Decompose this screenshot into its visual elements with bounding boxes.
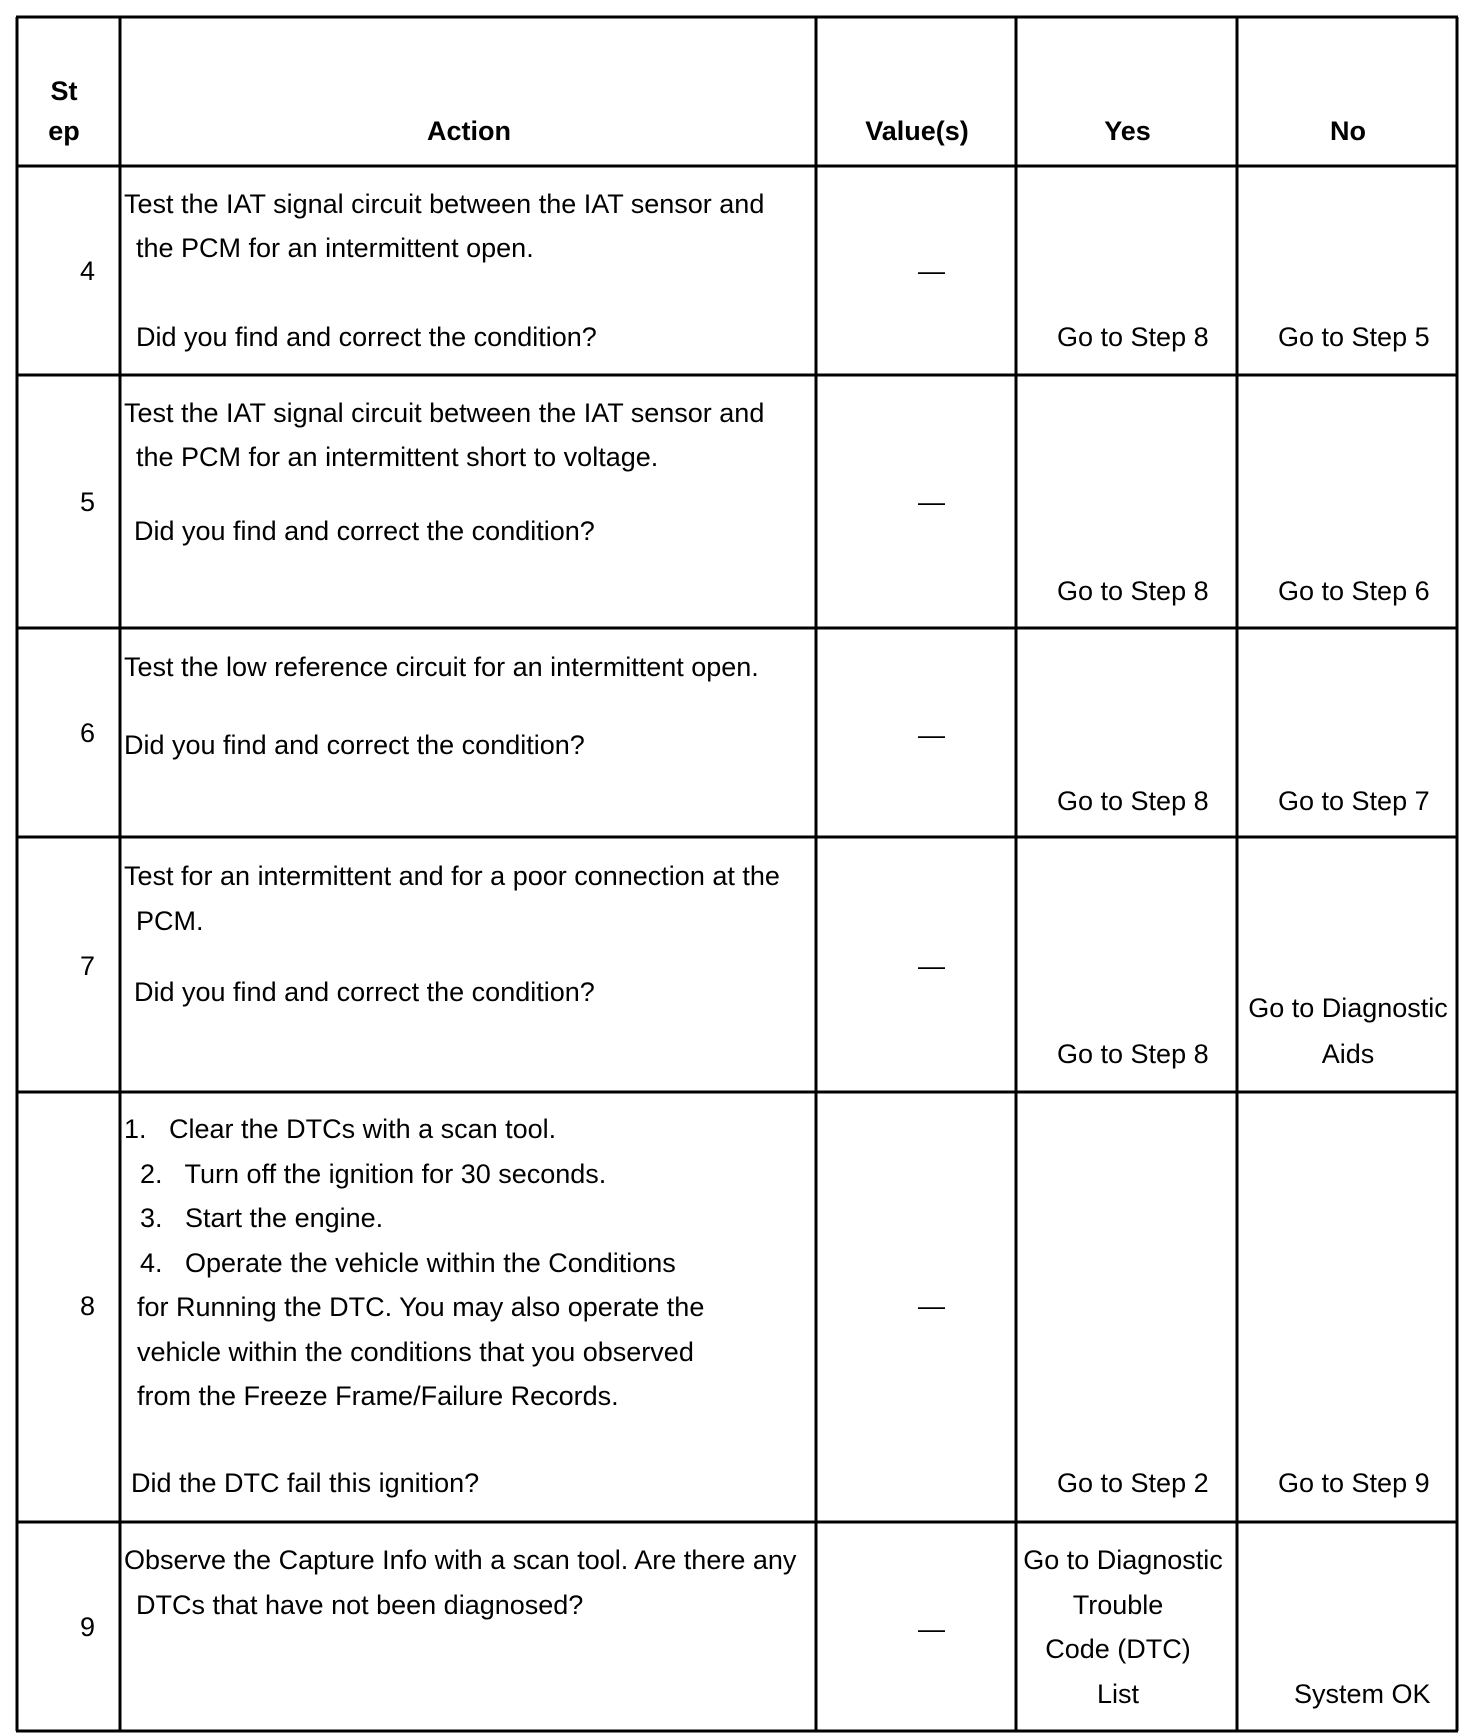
- step-number: 8: [80, 1291, 96, 1321]
- header-step-line1: St: [50, 76, 78, 106]
- action-text: Did you find and correct the condition?: [134, 516, 595, 546]
- step-number: 6: [80, 718, 96, 748]
- step-number: 9: [80, 1612, 96, 1642]
- action-text: vehicle within the conditions that you observed: [137, 1337, 694, 1367]
- yes-link[interactable]: List: [1096, 1679, 1140, 1709]
- action-text: Test the IAT signal circuit between the IAT sensor and: [124, 398, 765, 428]
- yes-link[interactable]: Code (DTC): [1045, 1634, 1191, 1664]
- no-link[interactable]: Go to Step 5: [1278, 322, 1430, 352]
- value-cell: —: [918, 1291, 945, 1321]
- action-text: 3. Start the engine.: [140, 1203, 384, 1233]
- step-number: 5: [80, 487, 96, 517]
- value-cell: —: [918, 1614, 945, 1644]
- yes-link[interactable]: Go to Step 8: [1057, 576, 1209, 606]
- yes-link[interactable]: Go to Step 8: [1057, 786, 1209, 816]
- action-text: Did the DTC fail this ignition?: [131, 1468, 480, 1498]
- value-cell: —: [918, 951, 945, 981]
- no-link[interactable]: Go to Step 6: [1278, 576, 1430, 606]
- action-text: the PCM for an intermittent open.: [136, 233, 534, 263]
- step-number: 7: [80, 951, 96, 981]
- yes-link[interactable]: Go to Step 8: [1057, 322, 1209, 352]
- action-text: Did you find and correct the condition?: [124, 730, 585, 760]
- yes-link[interactable]: Go to Step 2: [1057, 1468, 1209, 1498]
- no-status: System OK: [1294, 1679, 1431, 1709]
- step-number: 4: [80, 256, 96, 286]
- action-text: for Running the DTC. You may also operate the: [137, 1292, 705, 1322]
- action-text: Observe the Capture Info with a scan tool. Are there any: [124, 1545, 797, 1575]
- action-text: from the Freeze Frame/Failure Records.: [137, 1381, 619, 1411]
- header-no: No: [1330, 116, 1366, 146]
- action-text: Test the low reference circuit for an intermittent open.: [124, 652, 759, 682]
- no-link[interactable]: Go to Diagnostic: [1248, 993, 1448, 1023]
- no-link[interactable]: Go to Step 7: [1278, 786, 1430, 816]
- yes-link[interactable]: Go to Diagnostic: [1023, 1545, 1223, 1575]
- header-action: Action: [427, 116, 511, 146]
- yes-link[interactable]: Trouble: [1072, 1590, 1164, 1620]
- action-text: Did you find and correct the condition?: [136, 322, 597, 352]
- action-text: 4. Operate the vehicle within the Conditions: [140, 1248, 676, 1278]
- action-text: 2. Turn off the ignition for 30 seconds.: [140, 1159, 607, 1189]
- action-text: Test the IAT signal circuit between the IAT sensor and: [124, 189, 765, 219]
- action-text: Did you find and correct the condition?: [134, 977, 595, 1007]
- header-yes: Yes: [1104, 116, 1151, 146]
- yes-link[interactable]: Go to Step 8: [1057, 1039, 1209, 1069]
- header-step-line2: ep: [48, 116, 80, 146]
- header-values: Value(s): [865, 116, 969, 146]
- value-cell: —: [918, 720, 945, 750]
- action-text: Test for an intermittent and for a poor connection at the: [124, 861, 780, 891]
- action-text: 1. Clear the DTCs with a scan tool.: [124, 1114, 557, 1144]
- action-text: the PCM for an intermittent short to voltage.: [136, 442, 659, 472]
- value-cell: —: [918, 256, 945, 286]
- no-link[interactable]: Aids: [1321, 1039, 1375, 1069]
- action-text: PCM.: [136, 906, 204, 936]
- no-link[interactable]: Go to Step 9: [1278, 1468, 1430, 1498]
- value-cell: —: [918, 487, 945, 517]
- action-text: DTCs that have not been diagnosed?: [136, 1590, 584, 1620]
